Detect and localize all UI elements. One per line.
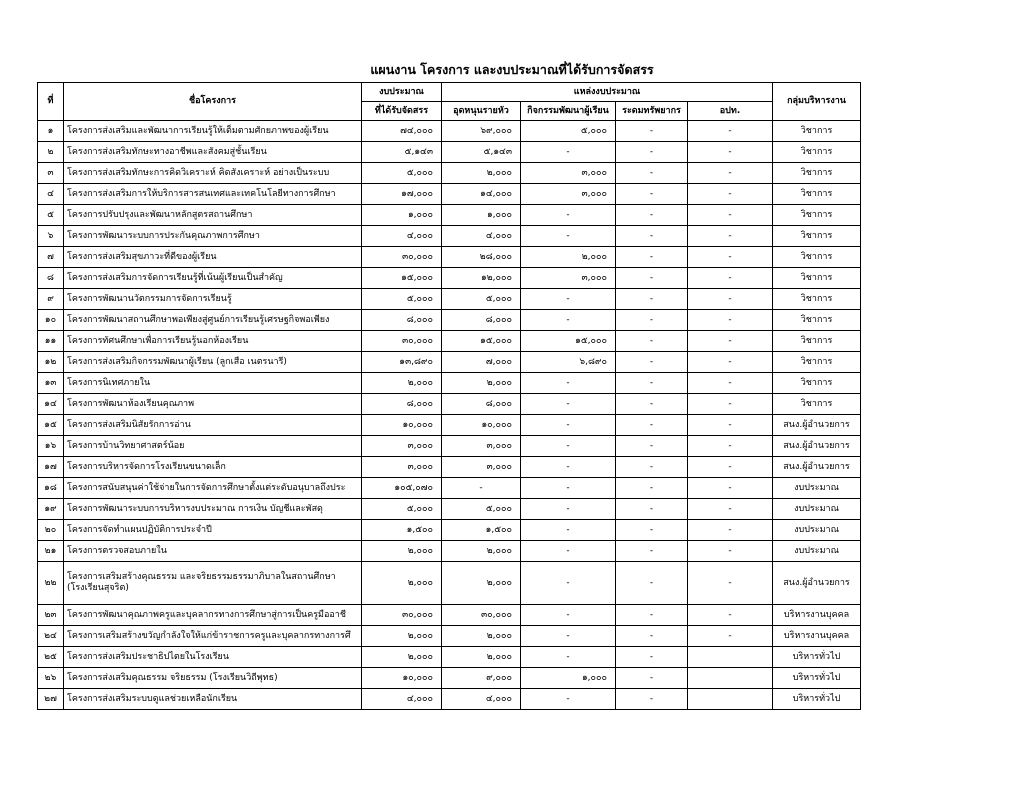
- project-name-cell: โครงการเสริมสร้างคุณธรรม และจริยธรรมธรรมาภิบาลในสถานศึกษา (โรงเรียนสุจริต): [64, 562, 362, 605]
- source-subsidy-cell: ๓๐,๐๐๐: [442, 605, 521, 626]
- source-subsidy-cell: ๒,๐๐๐: [442, 626, 521, 647]
- source-subsidy-cell: ๑๒,๐๐๐: [442, 268, 521, 289]
- admin-group-cell: บริหารงานบุคคล: [773, 626, 861, 647]
- source-resources-cell: -: [616, 373, 688, 394]
- project-name-cell: โครงการบริหารจัดการโรงเรียนขนาดเล็ก: [64, 457, 362, 478]
- project-name-cell: โครงการเสริมสร้างขวัญกำลังใจให้แก่ข้าราชการครูและบุคลากรทางการศึ: [64, 626, 362, 647]
- source-local-gov-cell: -: [688, 142, 773, 163]
- project-name-cell: โครงการพัฒนาระบบการประกันคุณภาพการศึกษา: [64, 226, 362, 247]
- admin-group-cell: งบประมาณ: [773, 520, 861, 541]
- allocated-budget-cell: ๘,๐๐๐: [362, 394, 442, 415]
- table-row: [38, 331, 861, 352]
- admin-group-cell: วิชาการ: [773, 184, 861, 205]
- project-name-cell: โครงการนิเทศภายใน: [64, 373, 362, 394]
- table-row: [38, 205, 861, 226]
- source-resources-cell: -: [616, 478, 688, 499]
- source-activities-cell: -: [521, 310, 616, 331]
- budget-table: [37, 82, 861, 710]
- source-activities-cell: -: [521, 562, 616, 605]
- project-name-cell: โครงการพัฒนาห้องเรียนคุณภาพ: [64, 394, 362, 415]
- source-subsidy-cell: -: [442, 478, 521, 499]
- source-local-gov-cell: -: [688, 163, 773, 184]
- admin-group-cell: วิชาการ: [773, 121, 861, 142]
- source-resources-cell: -: [616, 499, 688, 520]
- admin-group-cell: วิชาการ: [773, 142, 861, 163]
- row-number-cell: ๑๓: [38, 373, 64, 394]
- source-local-gov-cell: [688, 668, 773, 689]
- row-number-cell: ๑๙: [38, 499, 64, 520]
- allocated-budget-cell: ๑,๐๐๐: [362, 205, 442, 226]
- allocated-budget-cell: ๕,๑๔๓: [362, 142, 442, 163]
- row-number-cell: ๑๗: [38, 457, 64, 478]
- admin-group-cell: วิชาการ: [773, 352, 861, 373]
- source-resources-cell: -: [616, 457, 688, 478]
- row-number-cell: ๙: [38, 289, 64, 310]
- table-row: [38, 184, 861, 205]
- project-name-cell: โครงการส่งเสริมการจัดการเรียนรู้ที่เน้นผู้เรียนเป็นสำคัญ: [64, 268, 362, 289]
- project-name-cell: โครงการพัฒนาระบบการบริหารงบประมาณ การเงิน บัญชีและพัสดุ: [64, 499, 362, 520]
- table-row: [38, 268, 861, 289]
- source-subsidy-cell: ๒,๐๐๐: [442, 163, 521, 184]
- source-subsidy-cell: ๒,๐๐๐: [442, 562, 521, 605]
- source-resources-cell: -: [616, 415, 688, 436]
- source-activities-cell: ๒,๐๐๐: [521, 247, 616, 268]
- row-number-cell: ๑๑: [38, 331, 64, 352]
- allocated-budget-cell: ๒,๐๐๐: [362, 647, 442, 668]
- allocated-budget-cell: ๔,๐๐๐: [362, 226, 442, 247]
- project-name-cell: โครงการตรวจสอบภายใน: [64, 541, 362, 562]
- allocated-budget-cell: ๓๐,๐๐๐: [362, 605, 442, 626]
- source-resources-cell: -: [616, 689, 688, 710]
- row-number-cell: ๒๓: [38, 605, 64, 626]
- admin-group-cell: วิชาการ: [773, 226, 861, 247]
- admin-group-cell: วิชาการ: [773, 268, 861, 289]
- source-activities-cell: -: [521, 478, 616, 499]
- source-local-gov-cell: -: [688, 436, 773, 457]
- allocated-budget-cell: ๓๐,๐๐๐: [362, 331, 442, 352]
- admin-group-cell: สนง.ผู้อำนวยการ: [773, 562, 861, 605]
- allocated-budget-cell: ๑๐,๐๐๐: [362, 415, 442, 436]
- project-name-cell: โครงการส่งเสริมประชาธิปไตยในโรงเรียน: [64, 647, 362, 668]
- source-subsidy-cell: ๑,๐๐๐: [442, 205, 521, 226]
- admin-group-cell: วิชาการ: [773, 163, 861, 184]
- table-row: [38, 457, 861, 478]
- source-local-gov-cell: -: [688, 247, 773, 268]
- table-body: [38, 121, 861, 710]
- project-name-cell: โครงการส่งเสริมสุขภาวะที่ดีของผู้เรียน: [64, 247, 362, 268]
- allocated-budget-cell: ๑๕,๐๐๐: [362, 268, 442, 289]
- row-number-cell: ๒๐: [38, 520, 64, 541]
- source-local-gov-cell: -: [688, 352, 773, 373]
- row-number-cell: ๒๑: [38, 541, 64, 562]
- row-number-cell: ๑๔: [38, 394, 64, 415]
- source-local-gov-cell: [688, 689, 773, 710]
- source-resources-cell: -: [616, 121, 688, 142]
- table-row: [38, 121, 861, 142]
- allocated-budget-cell: ๓,๐๐๐: [362, 457, 442, 478]
- project-name-cell: โครงการส่งเสริมการให้บริการสารสนเทศและเทคโนโลยีทางการศึกษา: [64, 184, 362, 205]
- source-resources-cell: -: [616, 647, 688, 668]
- allocated-budget-cell: ๒,๐๐๐: [362, 373, 442, 394]
- row-number-cell: ๑๐: [38, 310, 64, 331]
- source-activities-cell: -: [521, 415, 616, 436]
- source-resources-cell: -: [616, 520, 688, 541]
- table-row: [38, 626, 861, 647]
- admin-group-cell: งบประมาณ: [773, 541, 861, 562]
- row-number-cell: ๑๘: [38, 478, 64, 499]
- source-activities-cell: -: [521, 394, 616, 415]
- source-subsidy-cell: ๒๘,๐๐๐: [442, 247, 521, 268]
- project-name-cell: โครงการส่งเสริมคุณธรรม จริยธรรม (โรงเรียนวิถีพุทธ): [64, 668, 362, 689]
- project-name-cell: โครงการส่งเสริมทักษะการคิดวิเคราะห์ คิดสังเคราะห์ อย่างเป็นระบบ: [64, 163, 362, 184]
- source-local-gov-cell: -: [688, 205, 773, 226]
- source-subsidy-cell: ๑๕,๐๐๐: [442, 331, 521, 352]
- source-activities-cell: ๓,๐๐๐: [521, 163, 616, 184]
- admin-group-cell: บริหารทั่วไป: [773, 668, 861, 689]
- table-row: [38, 142, 861, 163]
- source-subsidy-cell: ๓,๐๐๐: [442, 436, 521, 457]
- table-row: [38, 289, 861, 310]
- table-row: [38, 647, 861, 668]
- source-local-gov-cell: -: [688, 184, 773, 205]
- table-row: [38, 163, 861, 184]
- source-activities-cell: ๑,๐๐๐: [521, 668, 616, 689]
- source-resources-cell: -: [616, 184, 688, 205]
- project-name-cell: โครงการส่งเสริมระบบดูแลช่วยเหลือนักเรียน: [64, 689, 362, 710]
- table-row: [38, 668, 861, 689]
- row-number-cell: ๒: [38, 142, 64, 163]
- project-name-cell: โครงการทัศนศึกษาเพื่อการเรียนรู้นอกห้องเรียน: [64, 331, 362, 352]
- source-subsidy-cell: ๖๙,๐๐๐: [442, 121, 521, 142]
- row-number-cell: ๕: [38, 205, 64, 226]
- header-source-local-gov: อปท.: [688, 102, 773, 121]
- admin-group-cell: สนง.ผู้อำนวยการ: [773, 436, 861, 457]
- table-row: [38, 226, 861, 247]
- source-resources-cell: -: [616, 247, 688, 268]
- source-subsidy-cell: ๕,๐๐๐: [442, 289, 521, 310]
- header-budget-sources: แหล่งงบประมาณ: [442, 83, 773, 102]
- table-row: [38, 394, 861, 415]
- source-activities-cell: -: [521, 142, 616, 163]
- source-resources-cell: -: [616, 331, 688, 352]
- source-local-gov-cell: -: [688, 626, 773, 647]
- source-activities-cell: ๕,๐๐๐: [521, 121, 616, 142]
- table-row: [38, 562, 861, 605]
- allocated-budget-cell: ๒,๐๐๐: [362, 626, 442, 647]
- admin-group-cell: บริหารทั่วไป: [773, 647, 861, 668]
- page-title: แผนงาน โครงการ และงบประมาณที่ได้รับการจัดสรร: [370, 62, 654, 77]
- source-local-gov-cell: -: [688, 520, 773, 541]
- project-name-cell: โครงการส่งเสริมทักษะทางอาชีพและสังคมสู่ชั้นเรียน: [64, 142, 362, 163]
- source-resources-cell: -: [616, 605, 688, 626]
- admin-group-cell: บริหารงานบุคคล: [773, 605, 861, 626]
- allocated-budget-cell: ๑๐๕,๐๗๐: [362, 478, 442, 499]
- allocated-budget-cell: ๑๐,๐๐๐: [362, 668, 442, 689]
- table-row: [38, 478, 861, 499]
- table-row: [38, 436, 861, 457]
- source-subsidy-cell: ๒,๐๐๐: [442, 373, 521, 394]
- allocated-budget-cell: ๕,๐๐๐: [362, 163, 442, 184]
- source-local-gov-cell: -: [688, 268, 773, 289]
- source-resources-cell: -: [616, 562, 688, 605]
- project-name-cell: โครงการส่งเสริมกิจกรรมพัฒนาผู้เรียน (ลูกเสือ เนตรนารี): [64, 352, 362, 373]
- source-activities-cell: -: [521, 373, 616, 394]
- row-number-cell: ๗: [38, 247, 64, 268]
- row-number-cell: ๑: [38, 121, 64, 142]
- source-local-gov-cell: -: [688, 226, 773, 247]
- admin-group-cell: วิชาการ: [773, 247, 861, 268]
- source-local-gov-cell: -: [688, 499, 773, 520]
- source-subsidy-cell: ๘,๐๐๐: [442, 394, 521, 415]
- header-source-resources: ระดมทรัพยากร: [616, 102, 688, 121]
- admin-group-cell: วิชาการ: [773, 205, 861, 226]
- source-activities-cell: -: [521, 499, 616, 520]
- source-resources-cell: -: [616, 352, 688, 373]
- project-name-cell: โครงการจัดทำแผนปฏิบัติการประจำปี: [64, 520, 362, 541]
- source-subsidy-cell: ๔,๐๐๐: [442, 226, 521, 247]
- source-resources-cell: -: [616, 289, 688, 310]
- allocated-budget-cell: ๒,๐๐๐: [362, 562, 442, 605]
- project-name-cell: โครงการบ้านวิทยาศาสตร์น้อย: [64, 436, 362, 457]
- row-number-cell: ๑๖: [38, 436, 64, 457]
- admin-group-cell: บริหารทั่วไป: [773, 689, 861, 710]
- table-row: [38, 520, 861, 541]
- table-row: [38, 541, 861, 562]
- source-local-gov-cell: -: [688, 121, 773, 142]
- table-row: [38, 247, 861, 268]
- header-source-subsidy: อุดหนุนรายหัว: [442, 102, 521, 121]
- table-row: [38, 415, 861, 436]
- allocated-budget-cell: ๑๓,๘๙๐: [362, 352, 442, 373]
- source-activities-cell: -: [521, 520, 616, 541]
- source-subsidy-cell: ๓,๐๐๐: [442, 457, 521, 478]
- allocated-budget-cell: ๓,๐๐๐: [362, 436, 442, 457]
- header-source-activities: กิจกรรมพัฒนาผู้เรียน: [521, 102, 616, 121]
- table-row: [38, 605, 861, 626]
- row-number-cell: ๑๒: [38, 352, 64, 373]
- source-activities-cell: -: [521, 689, 616, 710]
- source-resources-cell: -: [616, 668, 688, 689]
- allocated-budget-cell: ๕,๐๐๐: [362, 499, 442, 520]
- source-subsidy-cell: ๕,๑๔๓: [442, 142, 521, 163]
- admin-group-cell: สนง.ผู้อำนวยการ: [773, 415, 861, 436]
- header-project-name: ชื่อโครงการ: [64, 83, 362, 121]
- row-number-cell: ๒๔: [38, 626, 64, 647]
- admin-group-cell: งบประมาณ: [773, 478, 861, 499]
- source-resources-cell: -: [616, 268, 688, 289]
- source-activities-cell: -: [521, 205, 616, 226]
- source-subsidy-cell: ๑๔,๐๐๐: [442, 184, 521, 205]
- header-budget-bottom: ที่ได้รับจัดสรร: [362, 102, 442, 121]
- allocated-budget-cell: ๓๐,๐๐๐: [362, 247, 442, 268]
- source-subsidy-cell: ๔,๐๐๐: [442, 689, 521, 710]
- source-subsidy-cell: ๑,๕๐๐: [442, 520, 521, 541]
- allocated-budget-cell: ๒,๐๐๐: [362, 541, 442, 562]
- source-activities-cell: ๖,๘๙๐: [521, 352, 616, 373]
- row-number-cell: ๘: [38, 268, 64, 289]
- row-number-cell: ๖: [38, 226, 64, 247]
- source-local-gov-cell: -: [688, 289, 773, 310]
- source-local-gov-cell: -: [688, 331, 773, 352]
- source-resources-cell: -: [616, 436, 688, 457]
- source-activities-cell: -: [521, 605, 616, 626]
- row-number-cell: ๓: [38, 163, 64, 184]
- source-activities-cell: -: [521, 626, 616, 647]
- row-number-cell: ๑๕: [38, 415, 64, 436]
- row-number-cell: ๒๗: [38, 689, 64, 710]
- header-admin-group: กลุ่มบริหารงาน: [773, 83, 861, 121]
- project-name-cell: โครงการปรับปรุงและพัฒนาหลักสูตรสถานศึกษา: [64, 205, 362, 226]
- source-activities-cell: -: [521, 647, 616, 668]
- project-name-cell: โครงการพัฒนานวัตกรรมการจัดการเรียนรู้: [64, 289, 362, 310]
- source-local-gov-cell: -: [688, 394, 773, 415]
- project-name-cell: โครงการสนับสนุนค่าใช้จ่ายในการจัดการศึกษาตั้งแต่ระดับอนุบาลถึงประ: [64, 478, 362, 499]
- source-activities-cell: -: [521, 436, 616, 457]
- source-local-gov-cell: -: [688, 310, 773, 331]
- project-name-cell: โครงการพัฒนาสถานศึกษาพอเพียงสู่ศูนย์การเรียนรู้เศรษฐกิจพอเพียง: [64, 310, 362, 331]
- admin-group-cell: วิชาการ: [773, 394, 861, 415]
- allocated-budget-cell: ๑๗,๐๐๐: [362, 184, 442, 205]
- project-name-cell: โครงการพัฒนาคุณภาพครูและบุคลากรทางการศึกษาสู่การเป็นครูมืออาชี: [64, 605, 362, 626]
- source-resources-cell: -: [616, 626, 688, 647]
- row-number-cell: ๒๖: [38, 668, 64, 689]
- source-subsidy-cell: ๘,๐๐๐: [442, 310, 521, 331]
- source-activities-cell: -: [521, 457, 616, 478]
- table-row: [38, 373, 861, 394]
- source-activities-cell: -: [521, 226, 616, 247]
- source-activities-cell: ๓,๐๐๐: [521, 184, 616, 205]
- admin-group-cell: วิชาการ: [773, 331, 861, 352]
- source-resources-cell: -: [616, 142, 688, 163]
- admin-group-cell: สนง.ผู้อำนวยการ: [773, 457, 861, 478]
- project-name-cell: โครงการส่งเสริมนิสัยรักการอ่าน: [64, 415, 362, 436]
- source-subsidy-cell: ๕,๐๐๐: [442, 499, 521, 520]
- source-resources-cell: -: [616, 163, 688, 184]
- project-name-cell: โครงการส่งเสริมและพัฒนาการเรียนรู้ให้เต็มตามศักยภาพของผู้เรียน: [64, 121, 362, 142]
- source-local-gov-cell: -: [688, 478, 773, 499]
- admin-group-cell: วิชาการ: [773, 289, 861, 310]
- source-subsidy-cell: ๒,๐๐๐: [442, 647, 521, 668]
- source-subsidy-cell: ๙,๐๐๐: [442, 668, 521, 689]
- allocated-budget-cell: ๑,๕๐๐: [362, 520, 442, 541]
- source-local-gov-cell: -: [688, 562, 773, 605]
- source-resources-cell: -: [616, 226, 688, 247]
- admin-group-cell: วิชาการ: [773, 373, 861, 394]
- source-resources-cell: -: [616, 205, 688, 226]
- row-number-cell: ๒๕: [38, 647, 64, 668]
- header-no: ที่: [38, 83, 64, 121]
- table-row: [38, 689, 861, 710]
- source-activities-cell: -: [521, 289, 616, 310]
- allocated-budget-cell: ๕,๐๐๐: [362, 289, 442, 310]
- source-local-gov-cell: -: [688, 457, 773, 478]
- table-row: [38, 352, 861, 373]
- source-activities-cell: -: [521, 541, 616, 562]
- source-subsidy-cell: ๒,๐๐๐: [442, 541, 521, 562]
- allocated-budget-cell: ๔,๐๐๐: [362, 689, 442, 710]
- source-activities-cell: ๓,๐๐๐: [521, 268, 616, 289]
- source-resources-cell: -: [616, 541, 688, 562]
- source-local-gov-cell: -: [688, 605, 773, 626]
- source-local-gov-cell: [688, 647, 773, 668]
- allocated-budget-cell: ๗๔,๐๐๐: [362, 121, 442, 142]
- admin-group-cell: งบประมาณ: [773, 499, 861, 520]
- source-local-gov-cell: -: [688, 541, 773, 562]
- admin-group-cell: วิชาการ: [773, 310, 861, 331]
- allocated-budget-cell: ๘,๐๐๐: [362, 310, 442, 331]
- source-resources-cell: -: [616, 310, 688, 331]
- row-number-cell: ๒๒: [38, 562, 64, 605]
- table-header: [38, 83, 861, 121]
- source-activities-cell: ๑๕,๐๐๐: [521, 331, 616, 352]
- table-row: [38, 499, 861, 520]
- source-local-gov-cell: -: [688, 415, 773, 436]
- header-budget-top: งบประมาณ: [362, 83, 442, 102]
- source-subsidy-cell: ๗,๐๐๐: [442, 352, 521, 373]
- source-local-gov-cell: -: [688, 373, 773, 394]
- source-subsidy-cell: ๑๐,๐๐๐: [442, 415, 521, 436]
- source-resources-cell: -: [616, 394, 688, 415]
- row-number-cell: ๔: [38, 184, 64, 205]
- table-row: [38, 310, 861, 331]
